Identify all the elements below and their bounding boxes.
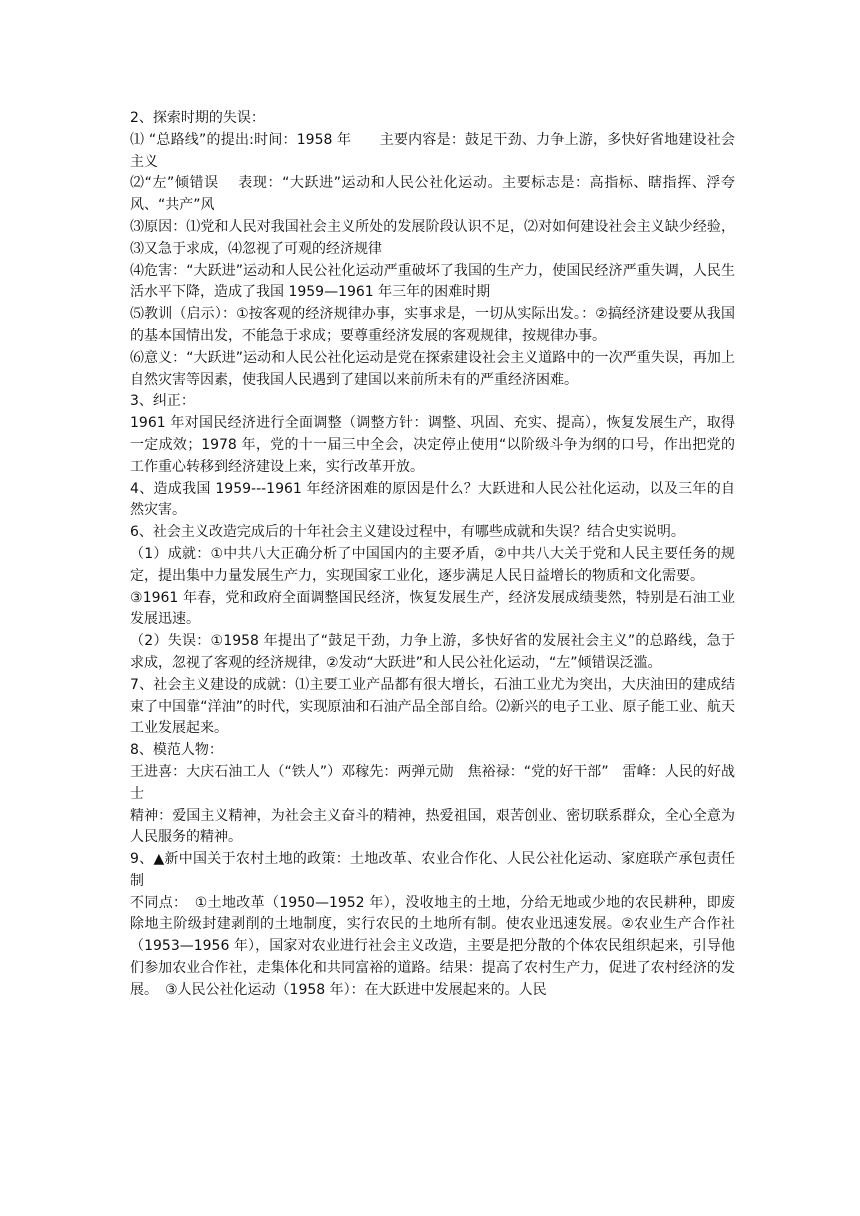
- paragraph-mistakes: （2）失误：①1958 年提出了“鼓足干劲，力争上游，多快好省的发展社会主义”的总路线，急于求成，忽视了客观的经济规律，②发动“大跃进”和人民公社化运动，“左”倾错误泛滥。: [130, 633, 735, 671]
- paragraph-spirit: 精神：爱国主义精神，为社会主义奋斗的精神，热爱祖国，艰苦创业、密切联系群众，全心全意为人民服务的精神。: [130, 807, 735, 846]
- paragraph-left-errors: ⑵“左”倾错误 表现：“大跃进”运动和人民公社化运动。主要标志是：高指标、瞎指挥、浮夸风、“共产”风: [130, 175, 735, 214]
- document-body: [130, 108, 735, 1002]
- paragraph-harm: ⑷危害：“大跃进”运动和人民公社化运动严重破坏了我国的生产力，使国民经济严重失调，人民生活水平下降，造成了我国 1959—1961 年三年的困难时期: [130, 262, 735, 301]
- paragraph-achievements-2: ③1961 年春，党和政府全面调整国民经济，恢复发展生产，经济发展成绩斐然，特别是石油工业发展迅速。: [130, 589, 735, 628]
- paragraph-lessons: ⑸教训（启示）：①按客观的经济规律办事，实事求是，一切从实际出发。：②搞经济建设要从我国的基本国情出发，不能急于求成；要尊重经济发展的客观规律，按规律办事。: [130, 306, 735, 344]
- paragraph-model-figures: 王进喜：大庆石油工人（“铁人”）邓稼先：两弹元勋 焦裕禄：“党的好干部” 雷峰：人民的好战士: [130, 763, 735, 802]
- heading-correction: 3、纠正：: [130, 393, 195, 410]
- paragraph-causes: ⑶原因：⑴党和人民对我国社会主义所处的发展阶段认识不足，⑵对如何建设社会主义缺少经验，⑶又急于求成，⑷忽视了可观的经济规律: [130, 218, 735, 257]
- paragraph-achievements: （1）成就：①中共八大正确分析了中国国内的主要矛盾，②中共八大关于党和人民主要任务的规定，提出集中力量发展生产力，实现国家工业化，逐步满足人民日益增长的物质和文化需要。: [130, 545, 735, 584]
- paragraph-construction-achievements: 7、社会主义建设的成就：⑴主要工业产品都有很大增长，石油工业尤为突出，大庆油田的建成结束了中国靠“洋油”的时代，实现原油和石油产品全部自给。⑵新兴的电子工业、原子能工业、航天工业发展起来。: [130, 676, 735, 737]
- heading-achievements-mistakes: 6、社会主义改造完成后的十年社会主义建设过程中，有哪些成就和失误？结合史实说明。: [130, 524, 685, 541]
- paragraph-significance: ⑹意义：“大跃进”运动和人民公社化运动是党在探索建设社会主义道路中的一次严重失误，再加上自然灾害等因素，使我国人民遇到了建国以来前所未有的严重经济困难。: [130, 349, 735, 388]
- paragraph-land-differences: 不同点： ①土地改革（1950—1952 年），没收地主的土地，分给无地或少地的农民耕种，即废除地主阶级封建剥削的土地制度，实行农民的土地所有制。使农业迅速发展。②农业生产合作社（1953—1956 年），国家对农业进行社会主义改造，主要是把分散的个体农民组织起来，引导他们参加农业合作社，走集体化和共同富裕的道路。结果：提高了农村生产力，促进了农村经济的发展。 ③人民公社化运动（1958 年）：在大跃进中发展起来的。人民: [130, 894, 735, 998]
- heading-model-figures: 8、模范人物：: [130, 742, 223, 759]
- paragraph-general-line: ⑴ “总路线”的提出:时间：1958 年 主要内容是：鼓足干劲、力争上游，多快好省地建设社会主义: [130, 131, 735, 170]
- paragraph-difficulty-causes: 4、造成我国 1959---1961 年经济困难的原因是什么？大跃进和人民公社化运动，以及三年的自然灾害。: [130, 480, 735, 519]
- heading-land-policy: 9、▲新中国关于农村土地的政策：土地改革、农业合作化、人民公社化运动、家庭联产承包责任制: [130, 851, 735, 889]
- paragraph-correction: 1961 年对国民经济进行全面调整（调整方针：调整、巩固、充实、提高），恢复发展生产，取得一定成效；1978 年，党的十一届三中全会，决定停止使用“以阶级斗争为纲的口号，作出把党的工作重心转移到经济建设上来，实行改革开放。: [130, 415, 735, 475]
- heading-exploration-mistakes: 2、探索时期的失误：: [130, 110, 265, 126]
